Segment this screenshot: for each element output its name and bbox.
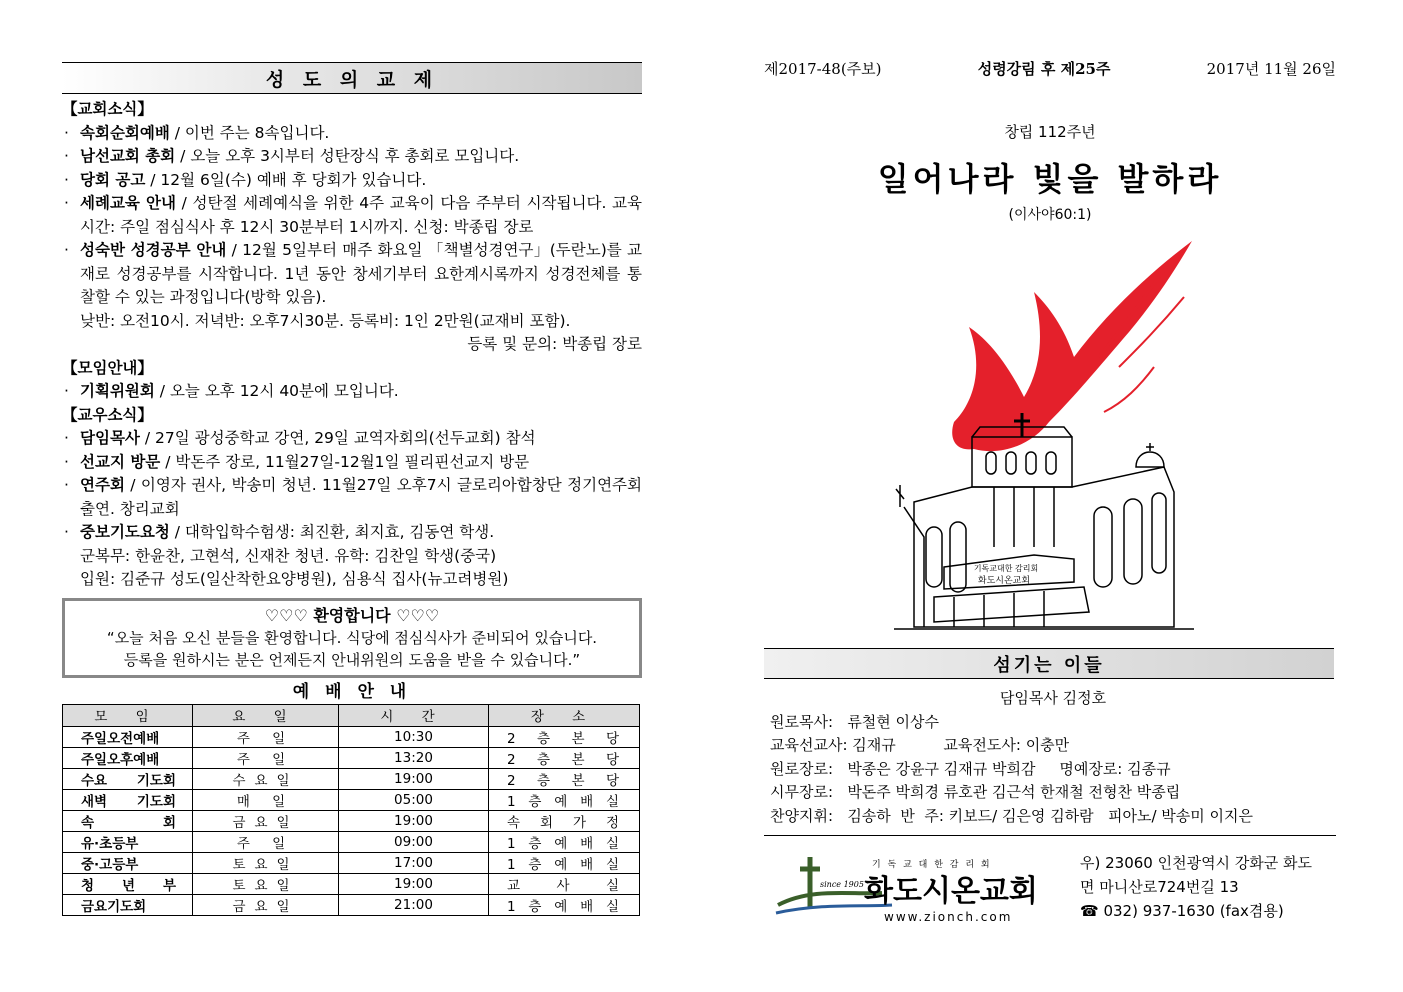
meeting-cell: 주일오전예배 [63,726,193,747]
meeting-cell: 금요기도회 [63,894,193,915]
main-title: 일어나라 빛을 발하라 [877,160,1223,198]
news-section [62,98,642,592]
meeting-cell: 청 년 부 [63,873,193,894]
day-cell: 수요일 [193,768,339,789]
staff-row: 교육선교사: 김재규 교육전도사: 이충만 [770,736,1070,755]
worship-table [62,704,640,916]
news-item: · 당회 공고 / 12월 6일(수) 예배 후 당회가 있습니다. [64,170,427,189]
column-header: 시 간 [339,704,489,726]
place-cell: 1 층 예 배 실 [489,894,640,915]
news-item-detail: 낮반: 오전10시. 저녁반: 오후7시30분. 등록비: 1인 2만원(교재비 포함). [80,311,571,330]
table-row [63,726,640,747]
meeting-cell: 속 회 [63,810,193,831]
address-line: 우) 23060 인천광역시 강화군 화도 [1080,854,1313,872]
worship-table-body [63,726,640,915]
place-cell: 2 층 본 당 [489,768,640,789]
time-cell: 19:00 [339,768,489,789]
phone-line: ☎ 032) 937-1630 (fax겸용) [1080,902,1284,920]
church-flame-illustration [874,237,1214,639]
bulletin-date: 2017년 11월 26일 [1206,59,1336,78]
left-panel [62,62,642,916]
meeting-cell: 수요 기도회 [63,768,193,789]
anniversary-label: 창립 112주년 [1004,123,1096,141]
footer-divider [764,835,1336,836]
address-line: 면 마니산로724번길 13 [1080,878,1239,896]
senior-pastor: 담임목사 김정호 [999,689,1107,707]
column-header: 요 일 [193,704,339,726]
table-row [63,831,640,852]
category-meetings: 【모임안내】 [62,358,153,377]
table-row [63,747,640,768]
staff-list [770,687,1336,829]
time-cell: 05:00 [339,789,489,810]
staff-row: 시무장로: 박돈주 박희경 류호관 김근석 한재철 전형찬 박종립 [770,783,1181,802]
news-item: · 남선교회 총회 / 오늘 오후 3시부터 성탄장식 후 총회로 모입니다. [64,147,520,165]
category-church-news: 【교회소식】 [62,100,153,118]
svg-text:www.zionch.com: www.zionch.com [884,910,1013,924]
news-item: · 연주회 / 이영자 권사, 박송미 청년. 11월27일 오후7시 글로리아합창단 정기연주회 출연. 창리교회 [64,476,642,518]
column-header: 모 임 [63,704,193,726]
day-cell: 매 일 [193,789,339,810]
day-cell: 주 일 [193,726,339,747]
news-item: · 선교지 방문 / 박돈주 장로, 11월27일-12월1일 필리핀선교지 방문 [64,452,530,471]
news-item-detail: 군복무: 한윤찬, 고현석, 신재찬 청년. 유학: 김찬일 학생(중국) [80,546,497,565]
day-cell: 주 일 [193,747,339,768]
church-address [1080,851,1312,923]
bulletin-header [764,55,1336,81]
day-cell: 금요일 [193,894,339,915]
table-row [63,810,640,831]
time-cell: 10:30 [339,726,489,747]
category-member-news: 【교우소식】 [62,405,153,424]
place-cell: 1 층 예 배 실 [489,831,640,852]
svg-text:since 1905: since 1905 [820,880,864,889]
place-cell: 1 층 예 배 실 [489,852,640,873]
scripture-reference: (이사야60:1) [1008,207,1092,223]
svg-text:기 독 교 대 한 감 리 회: 기 독 교 대 한 감 리 회 [872,860,992,870]
time-cell: 13:20 [339,747,489,768]
day-cell: 토요일 [193,873,339,894]
table-row [63,894,640,915]
place-cell: 2 층 본 당 [489,747,640,768]
place-cell: 속 회 가 정 [489,810,640,831]
right-panel [764,55,1336,924]
church-sign-name: 화도시온교회 [977,576,1031,586]
fellowship-header: 성 도 의 교 제 [62,62,642,94]
news-item: · 성숙반 성경공부 안내 / 12월 5일부터 매주 화요일 「책별성경연구」(두란노)를 교재로 성경공부를 시작합니다. 1년 동안 창세기부터 요한계시록까지 성경전체를 통찰할 수 있는 과정입니다(방학 있음). [64,241,642,306]
welcome-line: 등록을 원하시는 분은 언제든지 안내위원의 도움을 받을 수 있습니다.” [123,650,581,669]
meeting-cell: 중·고등부 [63,852,193,873]
time-cell: 21:00 [339,894,489,915]
svg-text:화도시온교회: 화도시온교회 [864,874,1038,909]
welcome-title: ♡♡♡ 환영합니다 ♡♡♡ [264,605,440,625]
meeting-cell: 유·초등부 [63,831,193,852]
news-item-contact: 등록 및 문의: 박종립 장로 [467,335,642,353]
time-cell: 19:00 [339,873,489,894]
phone-icon: ☎ [1080,902,1099,920]
time-cell: 19:00 [339,810,489,831]
meeting-cell: 주일오후예배 [63,747,193,768]
table-row [63,768,640,789]
time-cell: 09:00 [339,831,489,852]
staff-row: 찬양지휘: 김송하 반 주: 키보드/ 김은영 김하람 피아노/ 박송미 이지은 [770,806,1253,825]
welcome-box [62,598,642,678]
news-item: · 중보기도요청 / 대학입학수험생: 최진환, 최지효, 김동연 학생. [64,523,495,541]
day-cell: 금요일 [193,810,339,831]
column-header: 장 소 [489,704,640,726]
news-item: · 속회순회예배 / 이번 주는 8속입니다. [64,123,330,142]
place-cell: 교 사 실 [489,873,640,894]
news-item: · 담임목사 / 27일 광성중학교 강연, 29일 교역자회의(선두교회) 참석 [64,429,536,447]
liturgical-week: 성령강림 후 제25주 [977,59,1111,78]
meeting-cell: 새벽 기도회 [63,789,193,810]
church-logo [772,847,1072,927]
place-cell: 2 층 본 당 [489,726,640,747]
day-cell: 주 일 [193,831,339,852]
servers-header: 섬기는 이들 [764,648,1334,679]
table-row [63,852,640,873]
time-cell: 17:00 [339,852,489,873]
staff-row: 원로장로: 박종은 강윤구 김재규 박희감 명예장로: 김종규 [770,759,1171,778]
news-item: · 세례교육 안내 / 성탄절 세례예식을 위한 4주 교육이 다음 주부터 시작됩니다. 교육시간: 주일 점심식사 후 12시 30분부터 1시까지. 신청: 박종립 장로 [64,194,642,236]
news-item: · 기획위원회 / 오늘 오후 12시 40분에 모입니다. [64,382,399,400]
cross-icon [800,857,820,907]
day-cell: 토요일 [193,852,339,873]
table-header-row [63,704,640,726]
table-row [63,789,640,810]
welcome-line: “오늘 처음 오신 분들을 환영합니다. 식당에 점심식사가 준비되어 있습니다. [106,628,598,647]
staff-row: 원로목사: 류철현 이상수 [770,712,940,731]
issue-number: 제2017-48(주보) [764,59,882,78]
news-item-detail: 입원: 김준규 성도(일산착한요양병원), 심용식 집사(뉴고려병원) [80,570,509,588]
worship-title: 예 배 안 내 [292,681,412,702]
church-sign-denomination: 기독교대한 감리회 [973,564,1039,573]
place-cell: 1 층 예 배 실 [489,789,640,810]
table-row [63,873,640,894]
flame-shape [952,241,1192,451]
